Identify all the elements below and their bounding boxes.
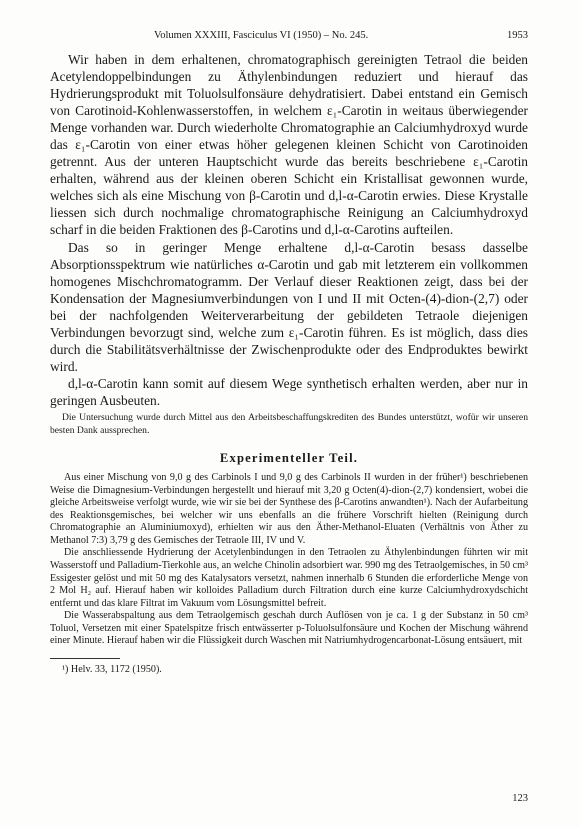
section-title: Experimenteller Teil. (219, 451, 359, 466)
experimental-paragraph: Aus einer Mischung von 9,0 g des Carbinols I und 9,0 g des Carbinols II wurden in der früher¹) beschriebenen Weise die Dimagnesium-Verbindungen hergestellt und hierauf mit 3,20 g Octen(4)-dion-(2,7) kondensiert, wobei die gleiche Arbeitsweise verfolgt wurde, wie wir sie bei der Synthese des β-Carotins anwandten¹). Nach der Aufarbeitung des Reaktionsgemisches, bei welcher wir uns ebenfalls an die frühere Vorschrift hielten (Reinigung durch Chromatographie an Aluminiumoxyd), erhielten wir aus den Äther-Methanol-Eluaten (Verhältnis von Äther zu Methanol 7:3) 3,79 g des Gemisches der Tetraole III, IV und V. (50, 472, 528, 546)
experimental-paragraph: Die anschliessende Hydrierung der Acetylenbindungen in den Tetraolen zu Äthylenbindungen führten wir mit Wasserstoff und Palladium-Tierkohle aus, an welche Chinolin adsorbiert war. 990 mg des Tetraolgemisches, in 50 cm³ Essigester gelöst und mit 50 mg des Katalysators versetzt, nahmen innerhalb 6 Stunden die erforderliche Menge von 2 Mol H₂ auf. Hierauf haben wir kolloides Palladium durch Filtration durch eine kurze Calciumhydroxydschicht entfernt und das klare Filtrat im Vakuum vom Lösungsmittel befreit. (50, 547, 528, 609)
body-text (50, 51, 528, 409)
running-title: Volumen XXXIII, Fasciculus VI (1950) – No. 245. (154, 30, 369, 41)
footnote: ¹) Helv. 33, 1172 (1950). (62, 663, 162, 675)
header-page-number: 1953 (507, 30, 528, 41)
footnote-rule (50, 658, 120, 659)
running-header (50, 30, 528, 46)
experimental-paragraph: Die Wasserabspaltung aus dem Tetraolgemisch geschah durch Auflösen von je ca. 1 g der Substanz in 50 cm³ Toluol, Versetzen mit einer Spatelspitze frisch entwässerter p-Toluolsulfonsäure und Kochen der Mischung während einer Minute. Hierauf haben wir die Flüssigkeit durch Waschen mit Natriumhydrogencarbonat-Lösung entsäuert, mit (50, 610, 528, 647)
page (50, 30, 528, 804)
body-paragraph: Wir haben in dem erhaltenen, chromatographisch gereinigten Tetraol die beiden Acetylendoppelbindungen zu Äthylenbindungen reduziert und hierauf das Hydrierungsprodukt mit Toluolsulfonsäure dehydratisiert. Dabei entstand ein Gemisch von Carotinoid-Kohlenwasserstoffen, in welchem ε₁-Carotin in weitaus überwiegender Menge vorhanden war. Durch wiederholte Chromatographie an Calciumhydroxyd wurde das ε₁-Carotin von einer etwas höher gelegenen kleinen Schicht von Carotinoiden getrennt. Aus der unteren Hauptschicht wurde das bereits beschriebene ε₁-Carotin erhalten, während aus der kleinen oberen Schicht ein Kristallisat gewonnen wurde, welches sich als eine Mischung von β-Carotin und d,l-α-Carotin erwies. Diese Krystalle liessen sich durch nochmalige chromatographische Reinigung an Calciumhydroxyd scharf in die beiden Fraktionen des β-Carotins und d,l-α-Carotins aufteilen. (50, 52, 528, 238)
acknowledgement: Die Untersuchung wurde durch Mittel aus den Arbeitsbeschaffungskrediten des Bundes unterstützt, wofür wir unseren besten Dank aussprechen. (50, 411, 528, 436)
body-paragraph: Das so in geringer Menge erhaltene d,l-α-Carotin besass dasselbe Absorptionsspektrum wie natürliches α-Carotin und gab mit letzterem ein vollkommen homogenes Mischchromatogramm. Der Verlauf dieser Reaktionen zeigt, dass bei der Kondensation der Magnesiumverbindungen von I und II mit Octen-(4)-dion-(2,7) oder bei der nachfolgenden Weiterverarbeitung der gebildeten Tetraole diejenigen Verbindungen bevorzugt sind, welche zum ε₁-Carotin führen. Es ist möglich, dass dies durch die Stabilitätsverhältnisse der Zwischenprodukte oder des Endproduktes bewirkt wird. (50, 239, 528, 374)
body-paragraph: d,l-α-Carotin kann somit auf diesem Wege synthetisch erhalten werden, aber nur in geringen Ausbeuten. (50, 375, 528, 408)
folio: 123 (512, 793, 528, 804)
experimental-text (50, 472, 528, 648)
